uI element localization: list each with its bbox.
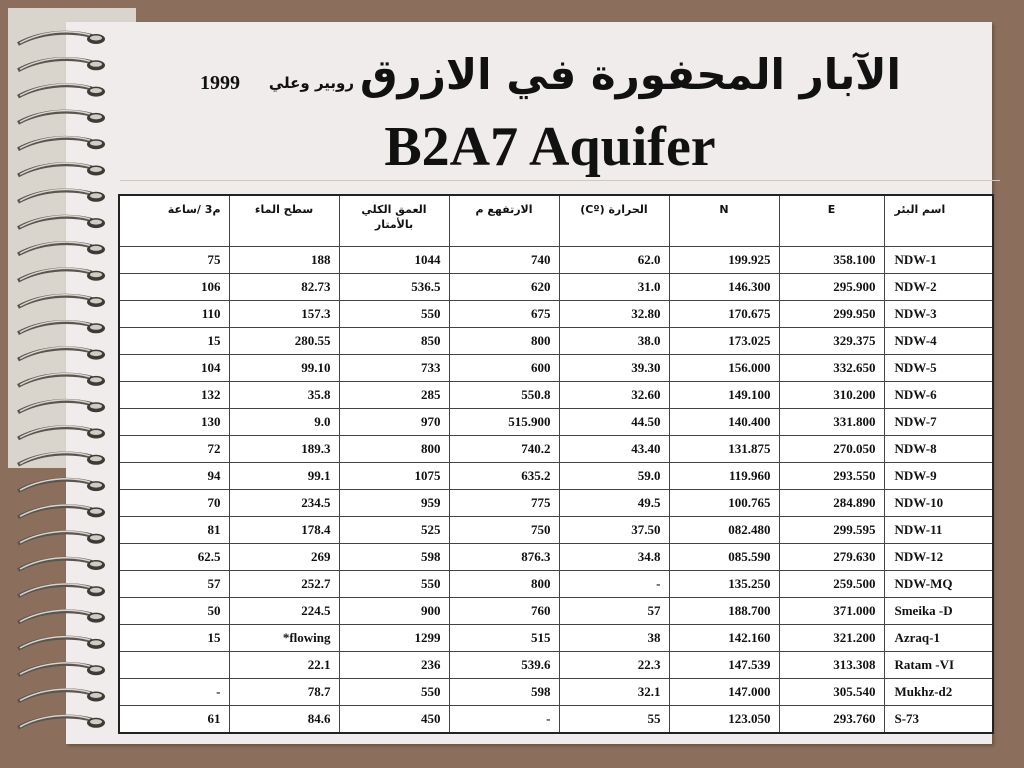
binding-ring (18, 479, 105, 491)
cell-total-depth: 959 (339, 490, 449, 517)
cell-elevation: 620 (449, 274, 559, 301)
cell-water-level: 188 (229, 247, 339, 274)
cell-total-depth: 1075 (339, 463, 449, 490)
cell-total-depth: 733 (339, 355, 449, 382)
cell-east: 295.900 (779, 274, 884, 301)
cell-elevation: 775 (449, 490, 559, 517)
header-temperature: (Cº) الحرارة (559, 195, 669, 247)
cell-total-depth: 550 (339, 679, 449, 706)
authors-arabic: روبير وعلي (268, 74, 354, 92)
table-row (119, 463, 993, 490)
title-divider (120, 180, 1000, 181)
cell-flow-rate: 61 (119, 706, 229, 734)
header-east: E (779, 195, 884, 247)
binding-ring (18, 453, 105, 465)
cell-water-level: 99.1 (229, 463, 339, 490)
binding-ring (18, 58, 105, 70)
table-header-row (119, 195, 993, 247)
cell-elevation: 740.2 (449, 436, 559, 463)
cell-total-depth: 970 (339, 409, 449, 436)
table-row (119, 706, 993, 734)
cell-flow-rate: 94 (119, 463, 229, 490)
table-row (119, 301, 993, 328)
cell-north: 149.100 (669, 382, 779, 409)
cell-water-level: 252.7 (229, 571, 339, 598)
cell-well-name: NDW-1 (884, 247, 993, 274)
cell-flow-rate: 106 (119, 274, 229, 301)
cell-north: 147.539 (669, 652, 779, 679)
cell-total-depth: 1044 (339, 247, 449, 274)
cell-temperature: 62.0 (559, 247, 669, 274)
cell-temperature: 38.0 (559, 328, 669, 355)
cell-elevation: 539.6 (449, 652, 559, 679)
cell-temperature: 34.8 (559, 544, 669, 571)
binding-ring (18, 689, 105, 701)
cell-water-level: 178.4 (229, 517, 339, 544)
cell-flow-rate: 50 (119, 598, 229, 625)
cell-east: 332.650 (779, 355, 884, 382)
cell-temperature: 55 (559, 706, 669, 734)
header-elevation: الارتفهع م (449, 195, 559, 247)
cell-water-level: 224.5 (229, 598, 339, 625)
cell-well-name: Mukhz-d2 (884, 679, 993, 706)
cell-water-level: 157.3 (229, 301, 339, 328)
cell-well-name: NDW-5 (884, 355, 993, 382)
cell-elevation: 750 (449, 517, 559, 544)
cell-elevation: 740 (449, 247, 559, 274)
cell-water-level: 22.1 (229, 652, 339, 679)
cell-north: 173.025 (669, 328, 779, 355)
binding-ring (18, 163, 105, 175)
cell-temperature: 44.50 (559, 409, 669, 436)
cell-elevation: 800 (449, 328, 559, 355)
table-row (119, 571, 993, 598)
cell-well-name: S-73 (884, 706, 993, 734)
cell-temperature: - (559, 571, 669, 598)
cell-total-depth: 850 (339, 328, 449, 355)
cell-well-name: Ratam -VI (884, 652, 993, 679)
cell-elevation: 600 (449, 355, 559, 382)
cell-flow-rate: 130 (119, 409, 229, 436)
binding-ring (18, 111, 105, 123)
cell-east: 270.050 (779, 436, 884, 463)
cell-flow-rate: 62.5 (119, 544, 229, 571)
binding-ring (18, 610, 105, 622)
cell-flow-rate (119, 652, 229, 679)
cell-flow-rate: 70 (119, 490, 229, 517)
binding-ring (18, 84, 105, 96)
cell-water-level: 189.3 (229, 436, 339, 463)
binding-ring (18, 716, 105, 728)
cell-elevation: 876.3 (449, 544, 559, 571)
binding-ring (18, 531, 105, 543)
cell-north: 142.160 (669, 625, 779, 652)
binding-ring (18, 584, 105, 596)
cell-water-level: 99.10 (229, 355, 339, 382)
cell-temperature: 38 (559, 625, 669, 652)
cell-north: 188.700 (669, 598, 779, 625)
binding-ring (18, 637, 105, 649)
cell-well-name: NDW-10 (884, 490, 993, 517)
binding-ring (18, 374, 105, 386)
cell-well-name: NDW-12 (884, 544, 993, 571)
cell-total-depth: 525 (339, 517, 449, 544)
cell-well-name: NDW-7 (884, 409, 993, 436)
spiral-binding (0, 0, 120, 768)
title-year: 1999 (200, 72, 240, 94)
cell-flow-rate: 132 (119, 382, 229, 409)
cell-east: 331.800 (779, 409, 884, 436)
cell-east: 371.000 (779, 598, 884, 625)
cell-east: 299.950 (779, 301, 884, 328)
cell-east: 313.308 (779, 652, 884, 679)
cell-water-level: 9.0 (229, 409, 339, 436)
cell-north: 131.875 (669, 436, 779, 463)
table-row (119, 679, 993, 706)
table-row (119, 382, 993, 409)
cell-total-depth: 900 (339, 598, 449, 625)
binding-ring (18, 400, 105, 412)
cell-north: 156.000 (669, 355, 779, 382)
binding-ring (18, 558, 105, 570)
cell-flow-rate: 81 (119, 517, 229, 544)
cell-east: 259.500 (779, 571, 884, 598)
cell-temperature: 22.3 (559, 652, 669, 679)
cell-total-depth: 285 (339, 382, 449, 409)
table-row (119, 490, 993, 517)
header-total-depth: العمق الكلي بالأمتار (339, 195, 449, 247)
cell-water-level: 234.5 (229, 490, 339, 517)
cell-elevation: 515.900 (449, 409, 559, 436)
header-water-level: سطح الماء (229, 195, 339, 247)
cell-east: 293.760 (779, 706, 884, 734)
cell-well-name: Smeika -D (884, 598, 993, 625)
cell-elevation: 760 (449, 598, 559, 625)
cell-water-level: 84.6 (229, 706, 339, 734)
cell-well-name: NDW-11 (884, 517, 993, 544)
cell-total-depth: 236 (339, 652, 449, 679)
cell-total-depth: 536.5 (339, 274, 449, 301)
cell-flow-rate: 104 (119, 355, 229, 382)
cell-water-level: 35.8 (229, 382, 339, 409)
cell-water-level: 269 (229, 544, 339, 571)
table-row (119, 544, 993, 571)
cell-east: 279.630 (779, 544, 884, 571)
cell-north: 146.300 (669, 274, 779, 301)
cell-temperature: 59.0 (559, 463, 669, 490)
cell-total-depth: 800 (339, 436, 449, 463)
header-flow-rate: م3 /ساعة (119, 195, 229, 247)
table-row (119, 274, 993, 301)
cell-temperature: 32.80 (559, 301, 669, 328)
binding-ring (18, 32, 105, 44)
cell-elevation: 675 (449, 301, 559, 328)
cell-water-level: 78.7 (229, 679, 339, 706)
cell-flow-rate: 110 (119, 301, 229, 328)
header-north: N (669, 195, 779, 247)
table-row (119, 247, 993, 274)
binding-ring (18, 137, 105, 149)
cell-temperature: 49.5 (559, 490, 669, 517)
table-row (119, 436, 993, 463)
binding-ring (18, 268, 105, 280)
binding-ring (18, 242, 105, 254)
cell-elevation: 800 (449, 571, 559, 598)
table-row (119, 355, 993, 382)
cell-east: 310.200 (779, 382, 884, 409)
cell-temperature: 31.0 (559, 274, 669, 301)
cell-well-name: NDW-MQ (884, 571, 993, 598)
cell-flow-rate: - (119, 679, 229, 706)
cell-east: 358.100 (779, 247, 884, 274)
cell-flow-rate: 57 (119, 571, 229, 598)
cell-elevation: - (449, 706, 559, 734)
binding-ring (18, 321, 105, 333)
cell-elevation: 515 (449, 625, 559, 652)
cell-north: 147.000 (669, 679, 779, 706)
cell-flow-rate: 15 (119, 328, 229, 355)
cell-well-name: NDW-9 (884, 463, 993, 490)
cell-north: 170.675 (669, 301, 779, 328)
binding-ring (18, 426, 105, 438)
cell-well-name: NDW-6 (884, 382, 993, 409)
cell-temperature: 37.50 (559, 517, 669, 544)
table-row (119, 328, 993, 355)
cell-elevation: 550.8 (449, 382, 559, 409)
title-english: B2A7 Aquifer (384, 116, 716, 178)
cell-north: 085.590 (669, 544, 779, 571)
table-row (119, 598, 993, 625)
cell-well-name: Azraq-1 (884, 625, 993, 652)
cell-flow-rate: 72 (119, 436, 229, 463)
cell-east: 305.540 (779, 679, 884, 706)
binding-ring (18, 190, 105, 202)
cell-total-depth: 550 (339, 571, 449, 598)
table-row (119, 409, 993, 436)
cell-elevation: 635.2 (449, 463, 559, 490)
cell-total-depth: 450 (339, 706, 449, 734)
cell-temperature: 57 (559, 598, 669, 625)
cell-water-level: *flowing (229, 625, 339, 652)
binding-ring (18, 505, 105, 517)
cell-well-name: NDW-4 (884, 328, 993, 355)
cell-water-level: 280.55 (229, 328, 339, 355)
cell-well-name: NDW-2 (884, 274, 993, 301)
cell-north: 082.480 (669, 517, 779, 544)
cell-total-depth: 598 (339, 544, 449, 571)
cell-east: 321.200 (779, 625, 884, 652)
cell-elevation: 598 (449, 679, 559, 706)
cell-well-name: NDW-8 (884, 436, 993, 463)
binding-ring (18, 347, 105, 359)
header-well-name: اسم البئر (884, 195, 993, 247)
table-row (119, 652, 993, 679)
cell-east: 329.375 (779, 328, 884, 355)
cell-temperature: 32.60 (559, 382, 669, 409)
title-arabic: الآبار المحفورة في الازرق (360, 50, 901, 99)
cell-east: 293.550 (779, 463, 884, 490)
cell-flow-rate: 15 (119, 625, 229, 652)
binding-ring (18, 663, 105, 675)
cell-north: 123.050 (669, 706, 779, 734)
cell-north: 119.960 (669, 463, 779, 490)
binding-ring (18, 295, 105, 307)
cell-north: 135.250 (669, 571, 779, 598)
cell-flow-rate: 75 (119, 247, 229, 274)
cell-north: 140.400 (669, 409, 779, 436)
cell-temperature: 43.40 (559, 436, 669, 463)
cell-north: 100.765 (669, 490, 779, 517)
cell-temperature: 39.30 (559, 355, 669, 382)
wells-table (118, 194, 994, 734)
cell-well-name: NDW-3 (884, 301, 993, 328)
cell-water-level: 82.73 (229, 274, 339, 301)
cell-total-depth: 1299 (339, 625, 449, 652)
cell-east: 284.890 (779, 490, 884, 517)
binding-ring (18, 216, 105, 228)
cell-east: 299.595 (779, 517, 884, 544)
cell-total-depth: 550 (339, 301, 449, 328)
cell-temperature: 32.1 (559, 679, 669, 706)
cell-north: 199.925 (669, 247, 779, 274)
table-row (119, 625, 993, 652)
table-row (119, 517, 993, 544)
